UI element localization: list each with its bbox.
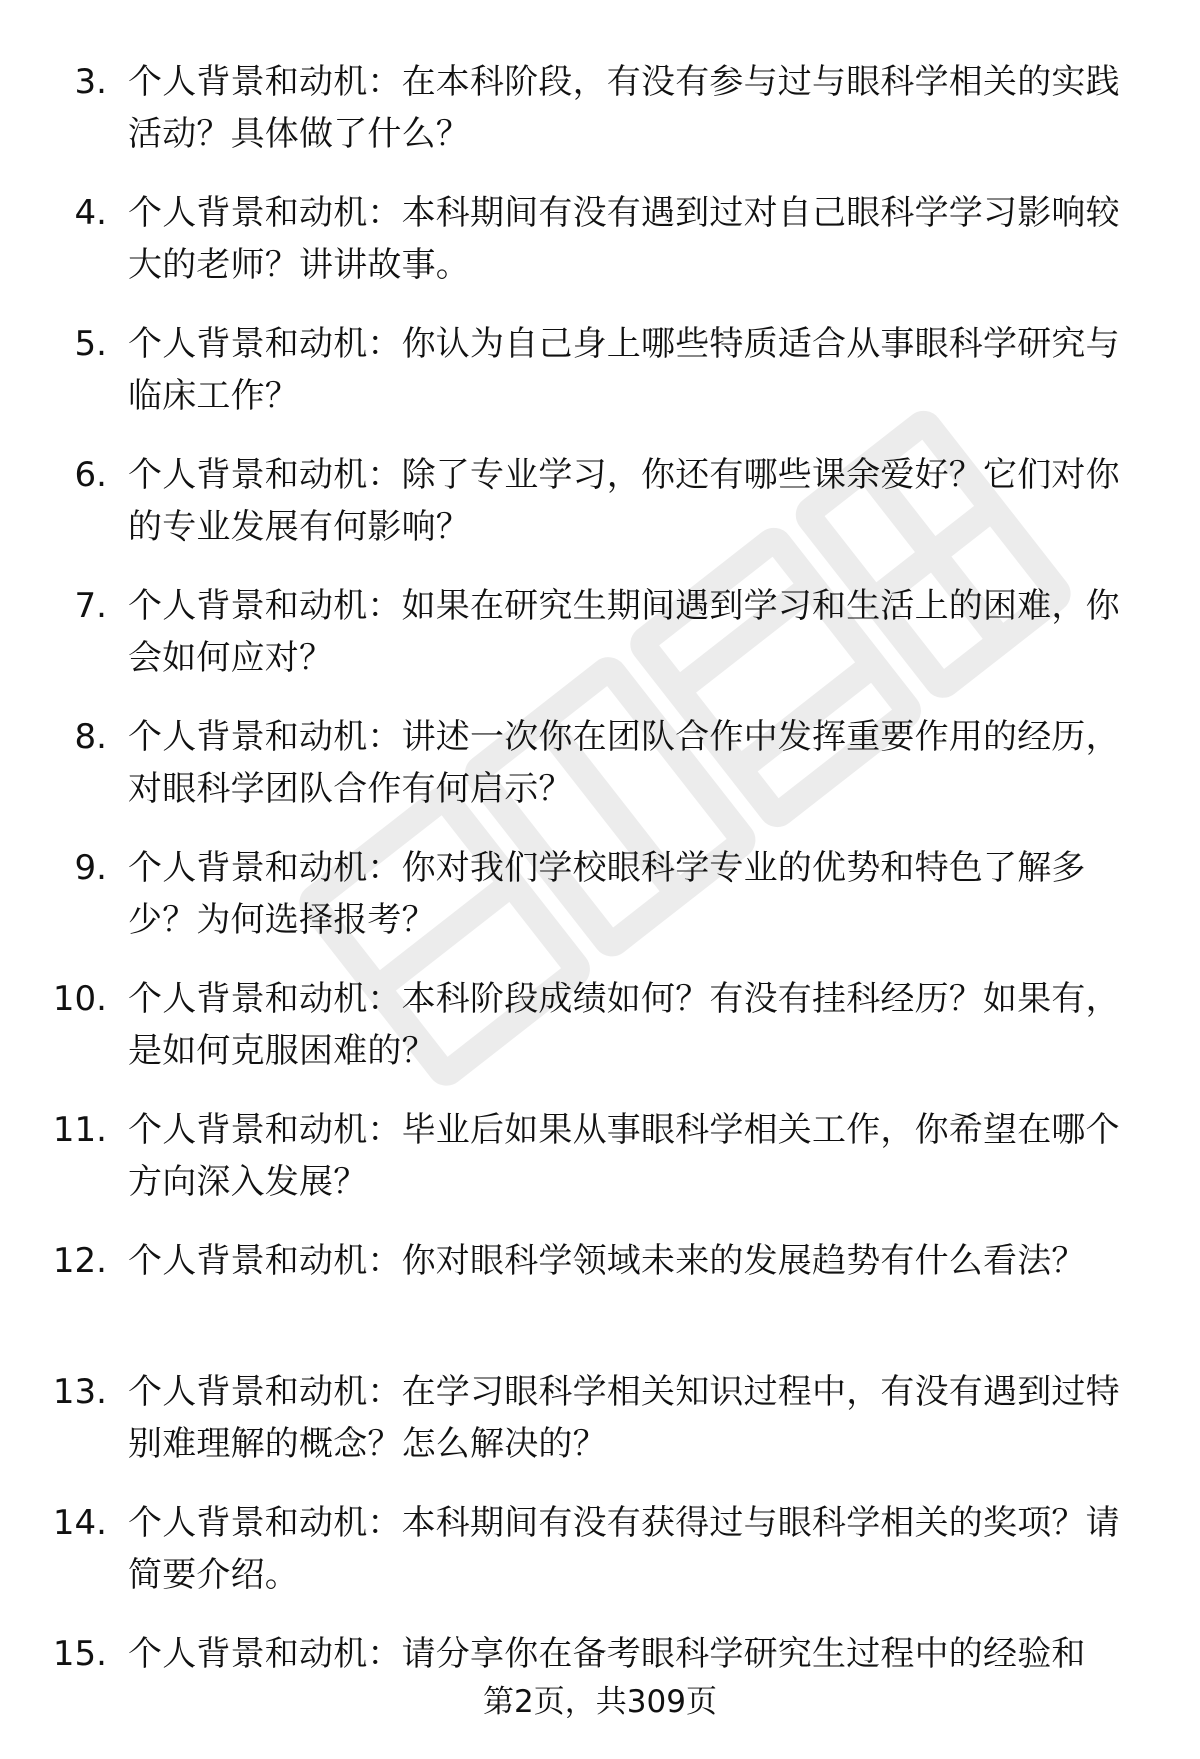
question-number: 6. — [74, 455, 107, 495]
question-text: 个人背景和动机：如果在研究生期间遇到学习和生活上的困难，你会如何应对？ — [128, 586, 1120, 678]
question-number: 10. — [52, 979, 107, 1019]
question-item — [0, 973, 1200, 1104]
question-item — [0, 580, 1200, 711]
question-number: 5. — [74, 324, 107, 364]
question-item — [0, 711, 1200, 842]
question-list — [0, 56, 1200, 1759]
question-number: 12. — [52, 1241, 107, 1281]
question-number: 9. — [74, 848, 107, 888]
question-text: 个人背景和动机：本科期间有没有获得过与眼科学相关的奖项？请简要介绍。 — [128, 1503, 1120, 1595]
question-number: 13. — [52, 1372, 107, 1412]
question-item — [0, 842, 1200, 973]
question-item — [0, 56, 1200, 187]
question-text: 个人背景和动机：讲述一次你在团队合作中发挥重要作用的经历，对眼科学团队合作有何启示？ — [128, 717, 1120, 809]
question-text: 个人背景和动机：你对我们学校眼科学专业的优势和特色了解多少？为何选择报考？ — [128, 848, 1086, 940]
question-item — [0, 449, 1200, 580]
question-item — [0, 1497, 1200, 1628]
question-text: 个人背景和动机：在本科阶段，有没有参与过与眼科学相关的实践活动？具体做了什么？ — [128, 62, 1120, 154]
question-item — [0, 187, 1200, 318]
question-text: 个人背景和动机：除了专业学习，你还有哪些课余爱好？它们对你的专业发展有何影响？ — [128, 455, 1120, 547]
question-item — [0, 1104, 1200, 1235]
question-number: 14. — [52, 1503, 107, 1543]
question-number: 11. — [52, 1110, 107, 1150]
question-text: 个人背景和动机：本科期间有没有遇到过对自己眼科学学习影响较大的老师？讲讲故事。 — [128, 193, 1120, 285]
question-text: 个人背景和动机：在学习眼科学相关知识过程中，有没有遇到过特别难理解的概念？怎么解决的？ — [128, 1372, 1120, 1464]
question-item — [0, 318, 1200, 449]
page-footer: 第2页，共309页 — [483, 1684, 717, 1720]
question-number: 7. — [74, 586, 107, 626]
question-number: 15. — [52, 1634, 107, 1674]
question-text: 个人背景和动机：你对眼科学领域未来的发展趋势有什么看法？ — [128, 1241, 1086, 1281]
question-item — [0, 1235, 1200, 1366]
question-text: 个人背景和动机：毕业后如果从事眼科学相关工作，你希望在哪个方向深入发展？ — [128, 1110, 1120, 1202]
question-item — [0, 1366, 1200, 1497]
question-text: 个人背景和动机：本科阶段成绩如何？有没有挂科经历？如果有，是如何克服困难的？ — [128, 979, 1120, 1071]
question-number: 4. — [74, 193, 107, 233]
question-text: 个人背景和动机：你认为自己身上哪些特质适合从事眼科学研究与临床工作？ — [128, 324, 1120, 416]
question-number: 3. — [74, 62, 107, 102]
question-text: 个人背景和动机：请分享你在备考眼科学研究生过程中的经验和 — [128, 1634, 1086, 1674]
question-number: 8. — [74, 717, 107, 757]
